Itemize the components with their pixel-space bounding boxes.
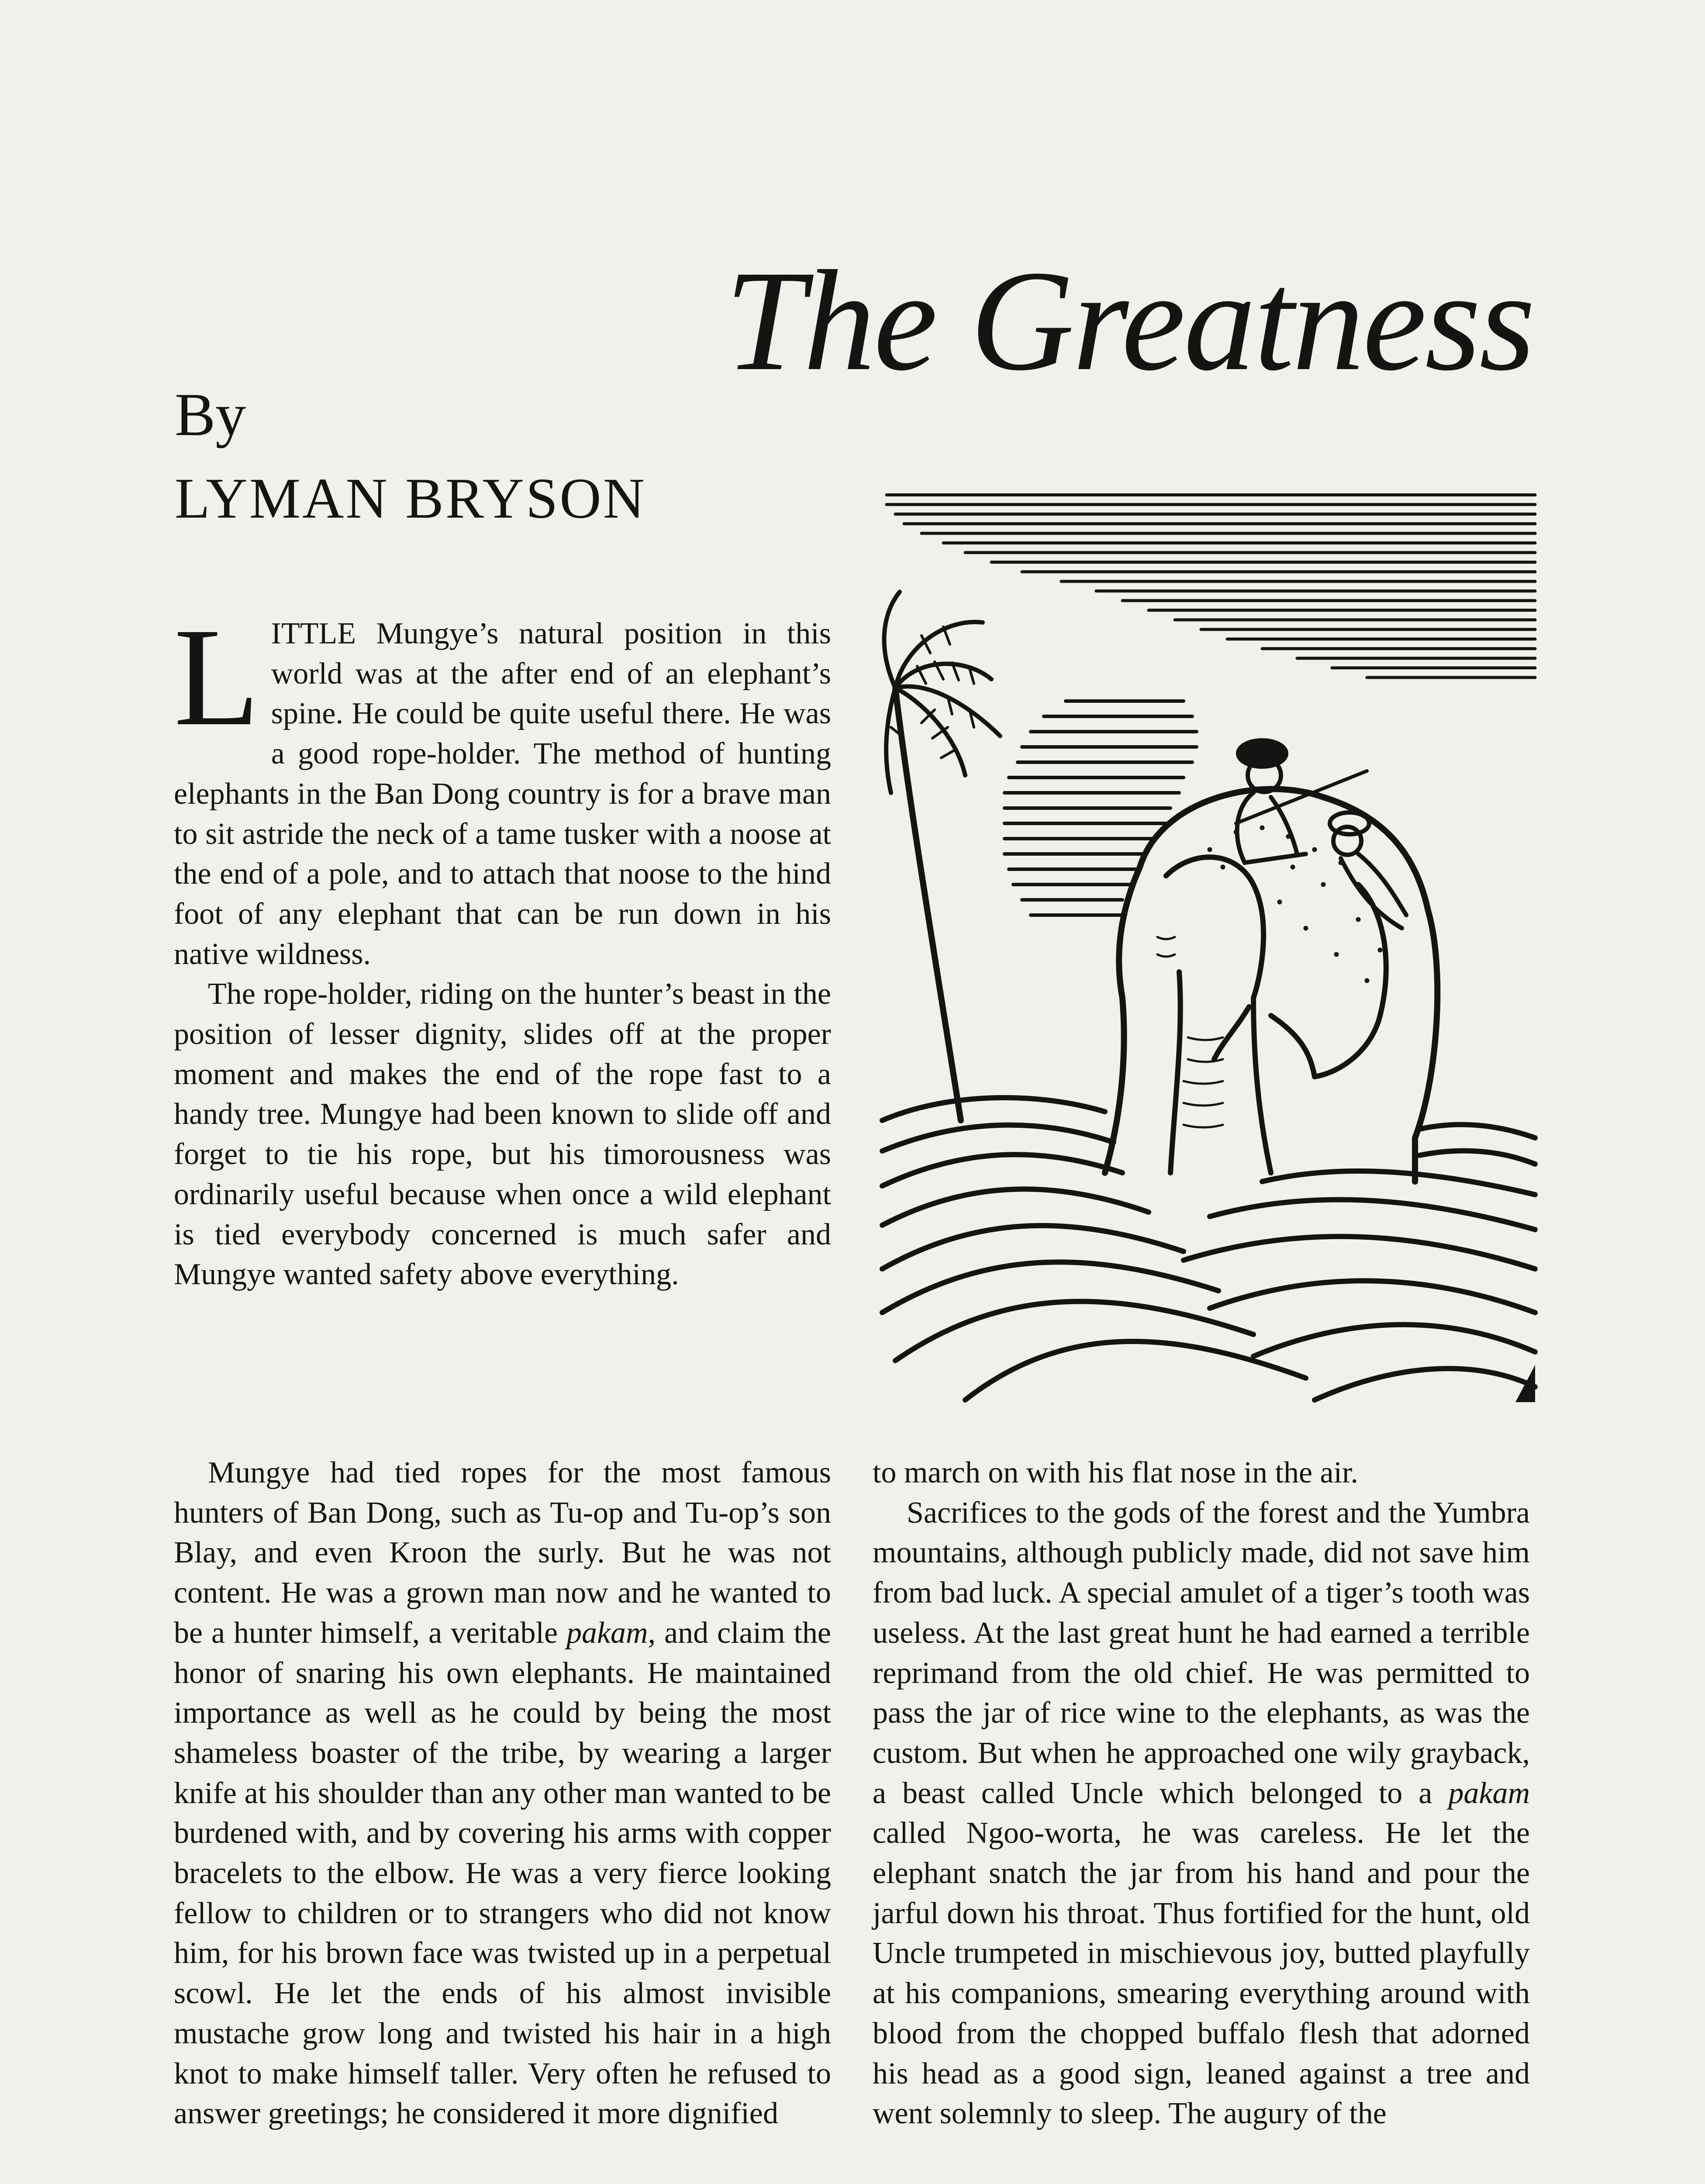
paragraph-3-text-a: Mungye had tied ropes for the most famous hunters of Ban Dong, such as Tu-op and Tu-op’s son Blay, and even Kroon the surly. But he was not content. He was a grown man now and he wanted to be a hunter himself, a veritable [174, 1456, 831, 1650]
paragraph-3-continued: to march on with his flat nose in the air. [873, 1456, 1359, 1489]
grass [882, 1098, 1535, 1400]
paragraph-3-text-b: , and claim the honor of snaring his own elephants. He maintained importance as well as he could by being the most shameless boaster of the tribe, by wearing a larger knife at his shoulder than any other man wanted to be burdened with, and by covering his arms with copper bracelets to the elbow. He was a very fierce looking fellow to children or to strangers who did not know him, for his brown face was twisted up in a perpetual scowl. He let the ends of his almost invisible mustache grow long and twisted his hair in a high knot to make himself taller. Very often he refused to answer greetings; he considered it more dignified [174, 1616, 831, 2131]
author-name: LYMAN BRYSON [175, 466, 646, 530]
elephant [1105, 789, 1437, 1182]
rider-rear [1330, 812, 1406, 928]
text-column-3 [873, 1453, 1530, 2134]
paragraph-4-text-b: called Ngoo-worta, he was careless. He let the elephant snatch the jar from his hand and pour the jarful down his throat. Thus fortified for the hunt, old Uncle trumpeted in mischievous joy, butted playfully at his companions, smearing everything around with blood from the chopped buffalo flesh that adorned his head as a good sign, leaned against a tree and went solemnly to sleep. The augury of the [873, 1816, 1530, 2131]
palm-tree [884, 592, 1000, 1120]
corner-mark [1515, 1365, 1535, 1402]
italic-word: pakam [1448, 1776, 1530, 1810]
drop-cap: L [174, 599, 260, 755]
elephant-illustration [878, 491, 1539, 1404]
sun-hatching [1004, 701, 1197, 915]
paragraph-2: The rope-holder, riding on the hunter’s beast in the position of lesser dignity, slides off at the proper moment and makes the end of the rope fast to a handy tree. Mungye had been known to slide off and forget to tie his rope, but his timorousness was ordinarily useful because when once a wild elephant is tied everybody concerned is much safer and Mungye wanted safety above everything. [174, 977, 831, 1292]
paragraph-1-text: ITTLE Mungye’s natural position in this world was at the after end of an elephant’s spine. He could be quite useful there. He was a good rope-holder. The method of hunting elephants in the Ban Dong country is for a brave man to sit astride the neck of a tame tusker with a noose at the end of a pole, and to attach that noose to the hind foot of any elephant that can be run down in his native wildness. [174, 617, 831, 971]
rider-front [1236, 740, 1367, 863]
text-column-2 [174, 1453, 831, 2134]
article-title: The Greatness [725, 241, 1534, 401]
paragraph-3 [174, 1453, 831, 2134]
byline: By [175, 381, 246, 449]
paragraph-4 [873, 1493, 1530, 2134]
paragraph-1 [174, 599, 831, 974]
paragraph-4-text-a: Sacrifices to the gods of the forest and the Yumbra mountains, although publicly made, did not save him from bad luck. A special amulet of a tiger’s tooth was useless. At the last great hunt he had earned a terrible reprimand from the old chief. He was permitted to pass the jar of rice wine to the elephants, as was the custom. But when he approached one wily grayback, a beast called Uncle which belonged to a [873, 1496, 1530, 1810]
sky-hatching [887, 495, 1535, 677]
italic-word: pakam [566, 1616, 648, 1650]
text-column-1 [174, 599, 831, 1295]
